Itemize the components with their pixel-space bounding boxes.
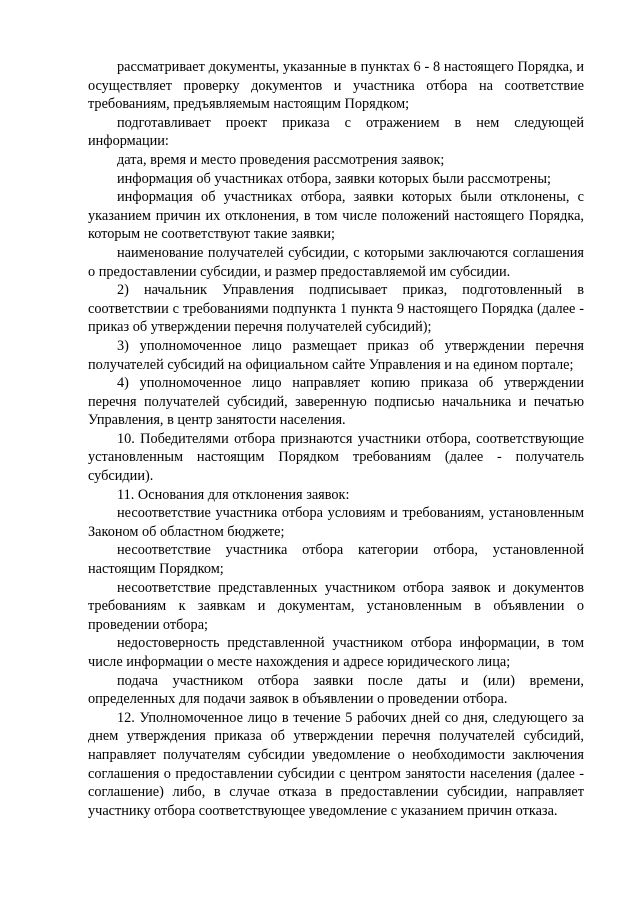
paragraph-section-12: 12. Уполномоченное лицо в течение 5 рабочих дней со дня, следующего за днем утверждения приказа об утверждении перечня получателей субсидий, направляет получателям субсидии уведомление о необходимости заключения соглашения о предоставлении субсидии с центром занятости населения (далее - соглашение) либо, в случае отказа в предоставлении субсидии, направляет участнику отбора соответствующее уведомление с указанием причин отказа. (88, 709, 584, 819)
document-body (88, 58, 584, 820)
paragraph-reject-law: несоответствие участника отбора условиям и требованиям, установленным Законом об областном бюджете; (88, 505, 584, 540)
paragraph-prepare-order: подготавливает проект приказа с отражением в нем следующей информации: (88, 114, 584, 150)
paragraph-reject-documents: несоответствие представленных участником отбора заявок и документов требованиям к заявкам и документам, установленным в объявлении о проведении отбора; (88, 579, 584, 633)
paragraph-item-2: 2) начальник Управления подписывает приказ, подготовленный в соответствии с требованиями подпункта 1 пункта 9 настоящего Порядка (далее - приказ об утверждении перечня получателей субсидий); (88, 282, 584, 336)
paragraph-reject-late: подача участником отбора заявки после даты и (или) времени, определенных для подачи заявок в объявлении о проведении отбора. (88, 672, 584, 708)
paragraph-recipients-names: наименование получателей субсидии, с которыми заключаются соглашения о предоставлении субсидии, и размер предоставляемой им субсидии. (88, 244, 584, 280)
paragraph-reject-category: несоответствие участника отбора категории отбора, установленной настоящим Порядком; (88, 542, 584, 578)
paragraph-section-10: 10. Победителями отбора признаются участники отбора, соответствующие установленным настоящим Порядком требованиям (далее - получатель субсидии). (88, 430, 584, 485)
paragraph-reviewed-participants: информация об участниках отбора, заявки которых были рассмотрены; (117, 170, 551, 187)
paragraph-item-3: 3) уполномоченное лицо размещает приказ об утверждении перечня получателей субсидий на официальном сайте Управления и на едином портале; (88, 337, 584, 373)
paragraph-rejected-participants: информация об участниках отбора, заявки которых были отклонены, с указанием причин их отклонения, в том числе положений настоящего Порядка, которым не соответствуют такие заявки; (88, 189, 584, 243)
paragraph-date-time-place: дата, время и место проведения рассмотрения заявок; (117, 151, 445, 168)
paragraph-item-4: 4) уполномоченное лицо направляет копию приказа об утверждении перечня получателей субсидий, заверенную подписью начальника и печатью Управления, в центр занятости населения. (88, 375, 584, 429)
paragraph-section-11: 11. Основания для отклонения заявок: (117, 486, 350, 503)
paragraph-reject-false-info: недостоверность представленной участником отбора информации, в том числе информации о месте нахождения и адресе юридического лица; (88, 635, 584, 670)
paragraph-review-documents: рассматривает документы, указанные в пунктах 6 - 8 настоящего Порядка, и осуществляет проверку документов и участника отбора на соответствие требованиям, предъявляемым настоящим Порядком; (88, 59, 584, 113)
